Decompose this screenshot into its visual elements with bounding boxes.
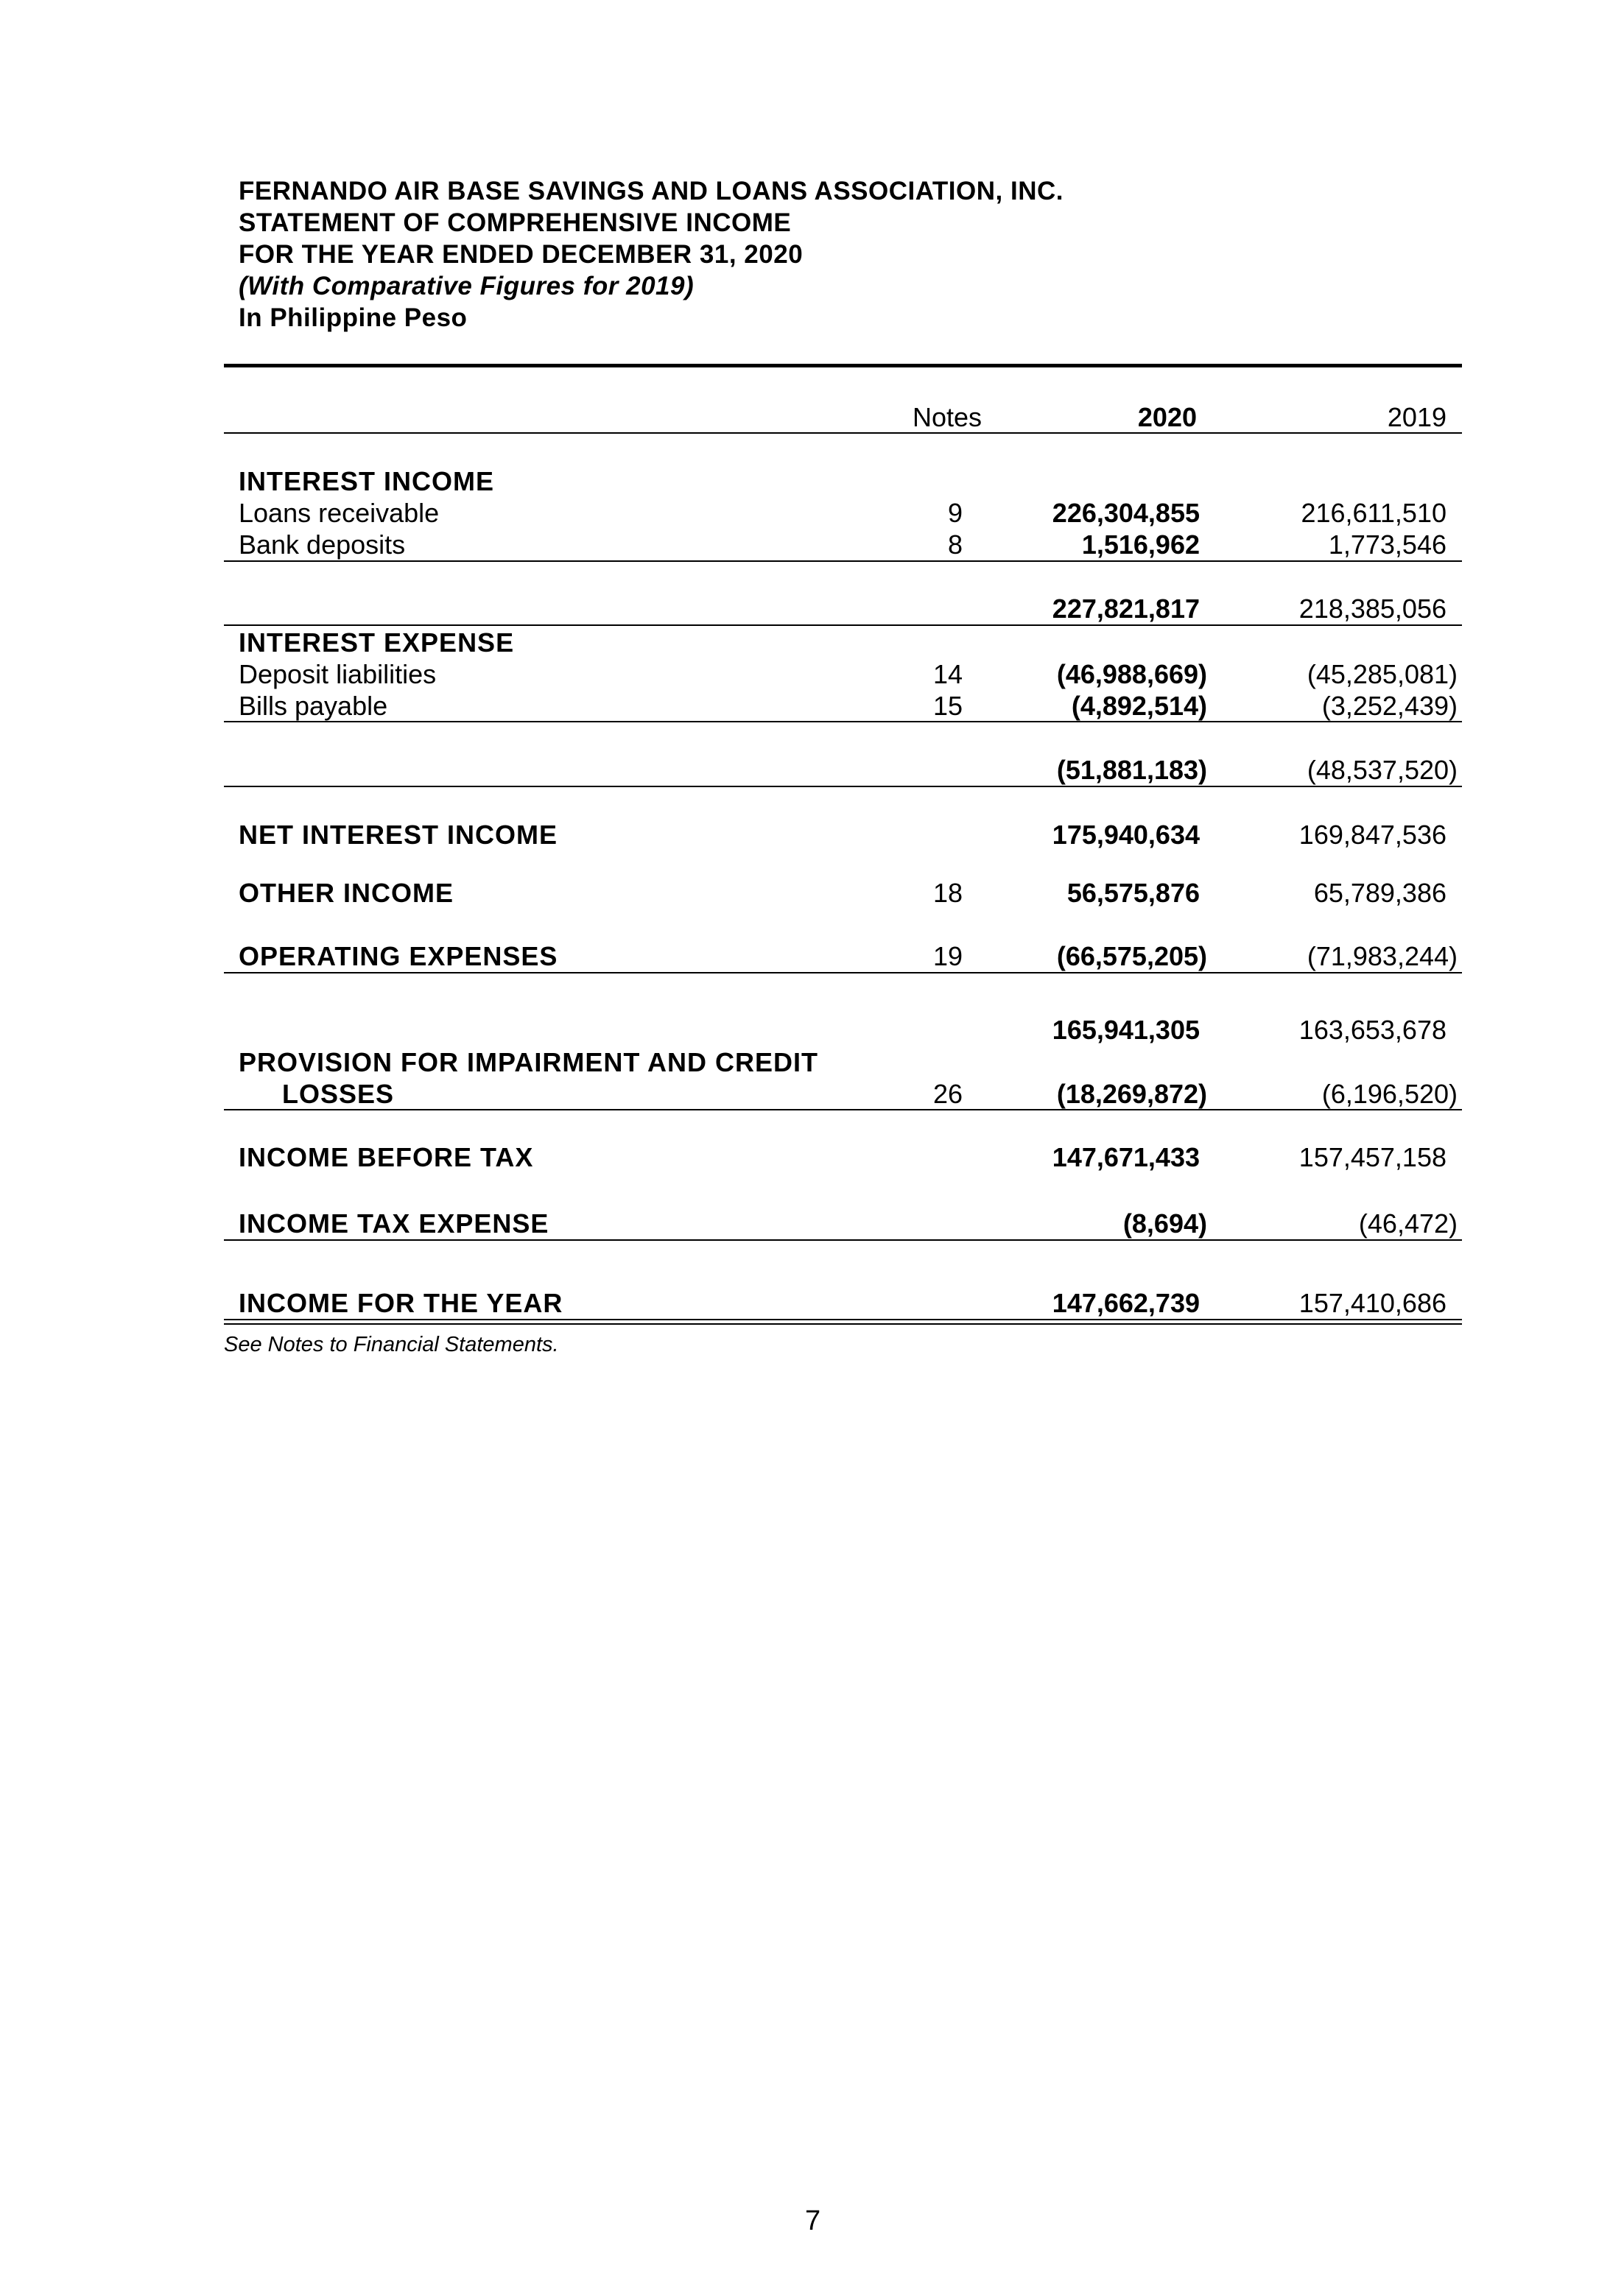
- page-number: 7: [805, 2205, 821, 2236]
- provision-rule: [224, 1109, 1462, 1110]
- row-value-2020: 56,575,876: [1066, 878, 1200, 908]
- statement-period: FOR THE YEAR ENDED DECEMBER 31, 2020: [239, 240, 804, 269]
- year-2020-column-header: 2020: [1137, 402, 1197, 432]
- row-label-line-2: LOSSES: [282, 1079, 395, 1109]
- row-note: 19: [932, 941, 963, 971]
- row-value-2019: 163,653,678: [1298, 1015, 1447, 1045]
- comparative-note: (With Comparative Figures for 2019): [239, 272, 695, 300]
- interest-income-rule: [224, 560, 1462, 562]
- row-value-2020: 165,941,305: [1052, 1015, 1200, 1045]
- interest-expense-total-rule: [224, 786, 1462, 787]
- income-tax-rule: [224, 1239, 1462, 1241]
- row-value-2019: (3,252,439): [1321, 691, 1458, 721]
- row-label: OTHER INCOME: [239, 878, 454, 908]
- row-value-2020: (51,881,183): [1056, 755, 1207, 785]
- interest-income-total-rule: [224, 624, 1462, 626]
- header-rule: [224, 364, 1462, 367]
- row-value-2020: 1,516,962: [1081, 529, 1200, 560]
- row-value-2019: 1,773,546: [1328, 529, 1447, 560]
- footnote: See Notes to Financial Statements.: [224, 1333, 559, 1356]
- row-value-2020: (46,988,669): [1056, 659, 1207, 689]
- currency-note: In Philippine Peso: [239, 303, 468, 332]
- row-label: OPERATING EXPENSES: [239, 941, 558, 971]
- operating-expenses-rule: [224, 972, 1462, 973]
- year-2019-column-header: 2019: [1387, 402, 1447, 432]
- notes-column-header: Notes: [912, 402, 982, 432]
- column-header-rule: [224, 432, 1462, 434]
- row-value-2020: (18,269,872): [1056, 1079, 1207, 1109]
- row-note: 8: [947, 529, 963, 560]
- interest-expense-heading: INTEREST EXPENSE: [239, 627, 515, 658]
- row-value-2020: 227,821,817: [1052, 594, 1200, 624]
- statement-title: STATEMENT OF COMPREHENSIVE INCOME: [239, 208, 792, 237]
- double-rule-bottom: [224, 1323, 1462, 1325]
- row-value-2019: 218,385,056: [1298, 594, 1447, 624]
- interest-expense-rule: [224, 721, 1462, 722]
- row-value-2019: 169,847,536: [1298, 820, 1447, 850]
- row-value-2019: 65,789,386: [1313, 878, 1447, 908]
- interest-income-heading: INTEREST INCOME: [239, 466, 495, 496]
- row-value-2019: (71,983,244): [1307, 941, 1458, 971]
- double-rule-top: [224, 1319, 1462, 1320]
- row-value-2020: 226,304,855: [1052, 498, 1200, 528]
- row-note: 9: [947, 498, 963, 528]
- row-value-2019: (6,196,520): [1321, 1079, 1458, 1109]
- row-note: 15: [932, 691, 963, 721]
- row-note: 18: [932, 878, 963, 908]
- row-label-line-1: PROVISION FOR IMPAIRMENT AND CREDIT: [239, 1047, 819, 1077]
- row-label: NET INTEREST INCOME: [239, 820, 558, 850]
- row-value-2020: (66,575,205): [1056, 941, 1207, 971]
- row-label: INCOME TAX EXPENSE: [239, 1208, 549, 1239]
- row-value-2019: 157,457,158: [1298, 1142, 1447, 1172]
- row-label: Deposit liabilities: [239, 659, 437, 689]
- row-value-2019: (46,472): [1358, 1208, 1458, 1239]
- row-label: Bills payable: [239, 691, 388, 721]
- row-label: Bank deposits: [239, 529, 406, 560]
- company-name: FERNANDO AIR BASE SAVINGS AND LOANS ASSOCIATION, INC.: [239, 177, 1064, 205]
- row-value-2020: (8,694): [1122, 1208, 1207, 1239]
- row-value-2020: (4,892,514): [1071, 691, 1207, 721]
- row-label: INCOME FOR THE YEAR: [239, 1288, 563, 1318]
- row-value-2019: (48,537,520): [1307, 755, 1458, 785]
- row-value-2019: 216,611,510: [1301, 498, 1447, 528]
- row-value-2020: 147,662,739: [1052, 1288, 1200, 1318]
- row-note: 14: [932, 659, 963, 689]
- row-value-2019: (45,285,081): [1307, 659, 1458, 689]
- row-value-2019: 157,410,686: [1298, 1288, 1447, 1318]
- row-label: INCOME BEFORE TAX: [239, 1142, 534, 1172]
- row-note: 26: [932, 1079, 963, 1109]
- row-value-2020: 175,940,634: [1052, 820, 1200, 850]
- row-label: Loans receivable: [239, 498, 440, 528]
- row-value-2020: 147,671,433: [1052, 1142, 1200, 1172]
